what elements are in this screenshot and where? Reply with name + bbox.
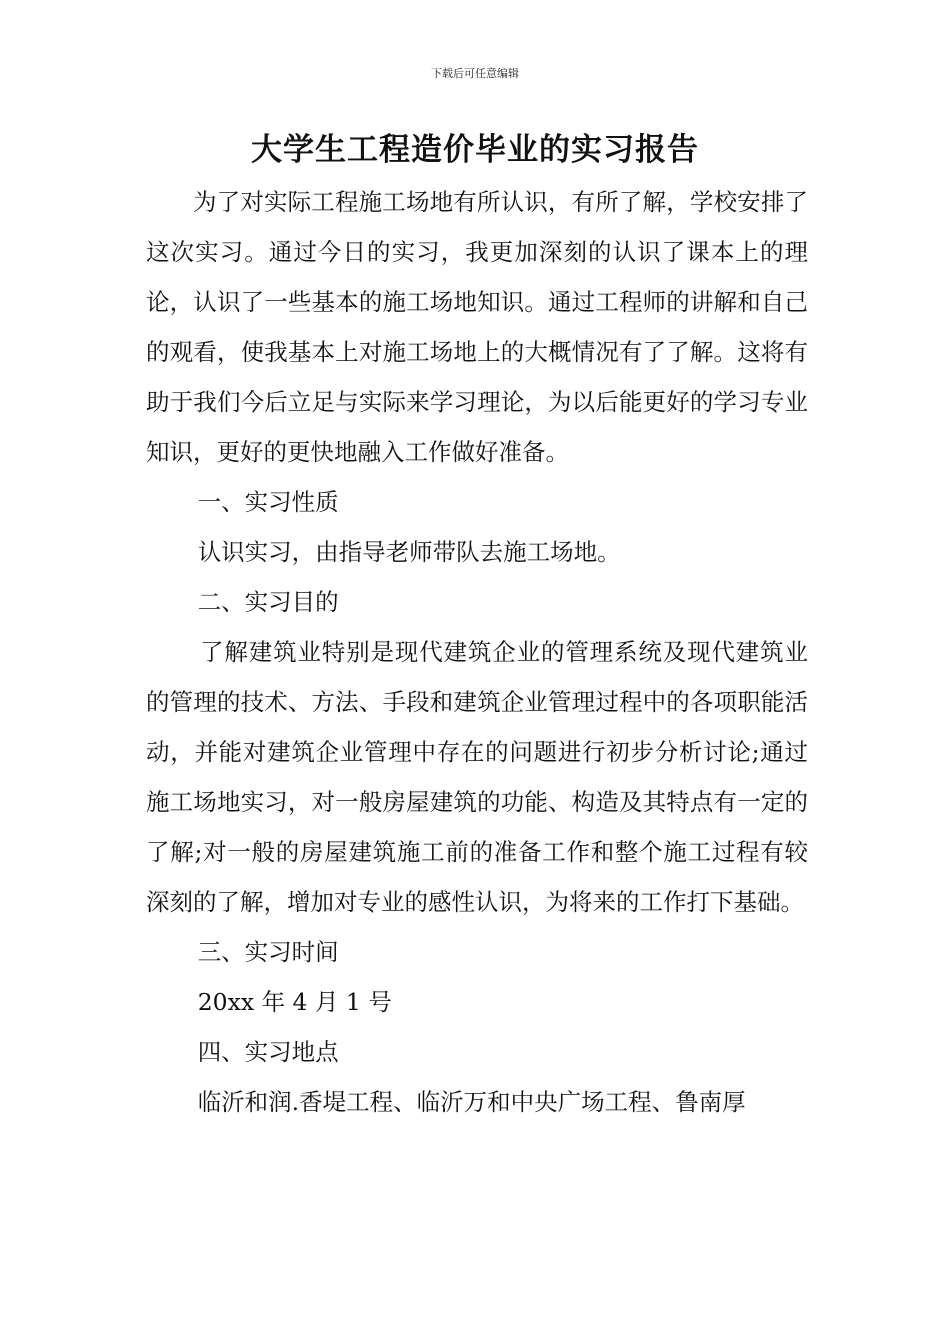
section-content-time: 20xx 年 4 月 1 号	[197, 988, 392, 1016]
section-content-nature: 认识实习，由指导老师带队去施工场地。	[197, 538, 621, 566]
intro-paragraph: 为了对实际工程施工场地有所认识，有所了解，学校安排了这次实习。通过今日的实习，我更加深刻的认识了课本上的理论，认识了一些基本的施工场地知识。通过工程师的讲解和自己的观看，使我基本上对施工场地上的大概情况有了了解。这将有助于我们今后立足与实际来学习理论，为以后能更好的学习专业知识，更好的更快地融入工作做好准备。	[146, 188, 808, 466]
section-heading-nature: 一、实习性质	[197, 488, 339, 516]
page-header-note: 下载后可任意编辑	[431, 67, 519, 80]
section-heading-purpose: 二、实习目的	[197, 588, 339, 616]
section-content-location: 临沂和润.香堤工程、临沂万和中央广场工程、鲁南厚	[197, 1088, 746, 1116]
section-heading-location: 四、实习地点	[197, 1038, 339, 1066]
document-title: 大学生工程造价毕业的实习报告	[251, 132, 699, 168]
section-heading-time: 三、实习时间	[197, 938, 339, 966]
section-content-purpose: 了解建筑业特别是现代建筑企业的管理系统及现代建筑业的管理的技术、方法、手段和建筑企业管理过程中的各项职能活动，并能对建筑企业管理中存在的问题进行初步分析讨论;通过施工场地实习，对一般房屋建筑的功能、构造及其特点有一定的了解;对一般的房屋建筑施工前的准备工作和整个施工过程有较深刻的了解，增加对专业的感性认识，为将来的工作打下基础。	[146, 638, 808, 916]
document-body	[146, 177, 808, 1127]
